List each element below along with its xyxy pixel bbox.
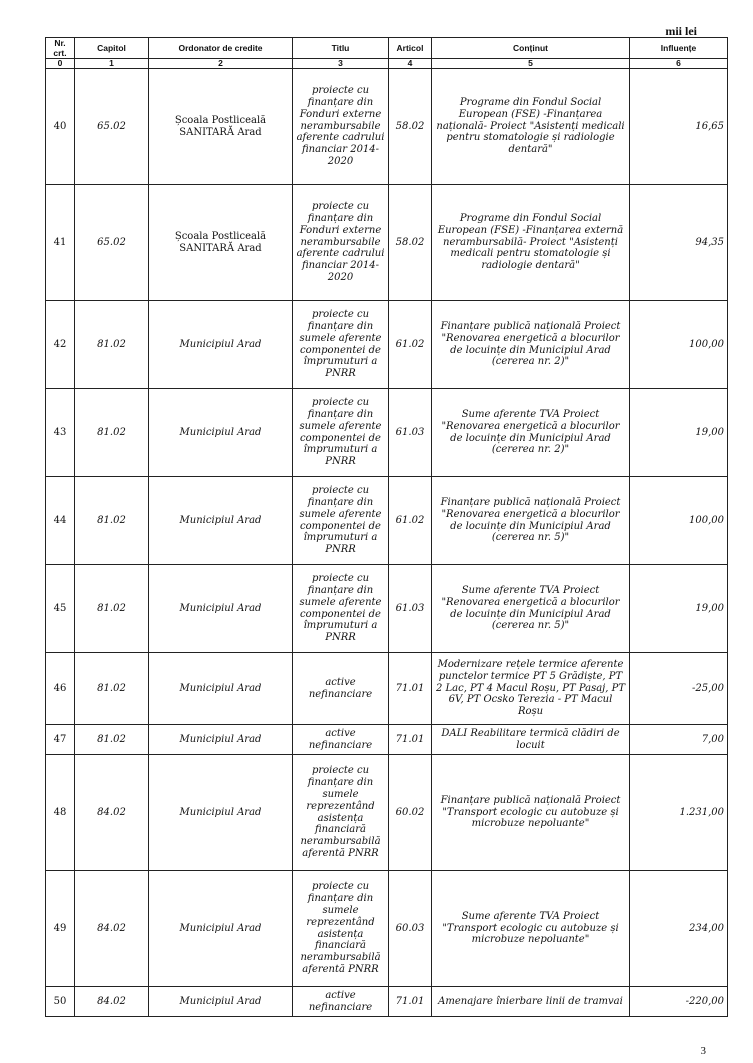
row-nr: 40 (46, 69, 75, 185)
row-articol: 60.02 (389, 755, 432, 871)
index-cell: 6 (630, 59, 728, 69)
header-influente: Influențe (630, 38, 728, 59)
row-capitol: 84.02 (75, 987, 149, 1017)
header-nr: Nr. crt. (46, 38, 75, 59)
index-row (46, 59, 728, 69)
row-influente: 100,00 (630, 301, 728, 389)
row-articol: 71.01 (389, 653, 432, 725)
row-articol: 58.02 (389, 69, 432, 185)
row-continut: Amenajare înierbare linii de tramvai (432, 987, 630, 1017)
row-continut: Sume aferente TVA Proiect "Transport ecologic cu autobuze și microbuze nepoluante" (432, 871, 630, 987)
row-influente: 100,00 (630, 477, 728, 565)
row-titlu: active nefinanciare (293, 987, 389, 1017)
index-cell: 1 (75, 59, 149, 69)
table-row (46, 755, 728, 871)
unit-label: mii lei (665, 24, 697, 38)
row-ordonator: Municipiul Arad (149, 565, 293, 653)
row-articol: 71.01 (389, 987, 432, 1017)
row-titlu: proiecte cu finanțare din sumele reprezentând asistența financiară nerambursabilă aferentă PNRR (293, 871, 389, 987)
table-row (46, 69, 728, 185)
row-capitol: 81.02 (75, 477, 149, 565)
row-continut: Finanțare publică națională Proiect "Renovarea energetică a blocurilor de locuințe din Municipiul Arad (cererea nr. 2)" (432, 301, 630, 389)
row-influente: -220,00 (630, 987, 728, 1017)
budget-table (45, 37, 728, 1017)
row-continut: Sume aferente TVA Proiect "Renovarea energetică a blocurilor de locuințe din Municipiul Arad (cererea nr. 2)" (432, 389, 630, 477)
row-titlu: proiecte cu finanțare din sumele aferente componentei de împrumuturi a PNRR (293, 565, 389, 653)
index-cell: 5 (432, 59, 630, 69)
row-continut: Finanțare publică națională Proiect "Transport ecologic cu autobuze și microbuze nepoluante" (432, 755, 630, 871)
row-nr: 47 (46, 725, 75, 755)
row-influente: 1.231,00 (630, 755, 728, 871)
header-articol: Articol (389, 38, 432, 59)
row-capitol: 65.02 (75, 69, 149, 185)
row-continut: Programe din Fondul Social European (FSE) -Finanțarea externă nerambursabilă- Proiect "Asistenți medicali pentru stomatologie și radiologie dentară" (432, 185, 630, 301)
row-nr: 44 (46, 477, 75, 565)
row-influente: 94,35 (630, 185, 728, 301)
row-ordonator: Municipiul Arad (149, 987, 293, 1017)
row-continut: Programe din Fondul Social European (FSE) -Finanțarea națională- Proiect "Asistenți medicali pentru stomatologie și radiologie dentară" (432, 69, 630, 185)
table-row (46, 389, 728, 477)
row-nr: 48 (46, 755, 75, 871)
row-ordonator: Municipiul Arad (149, 653, 293, 725)
header-capitol: Capitol (75, 38, 149, 59)
row-capitol: 84.02 (75, 755, 149, 871)
table-row (46, 653, 728, 725)
row-nr: 41 (46, 185, 75, 301)
row-nr: 46 (46, 653, 75, 725)
row-articol: 61.02 (389, 477, 432, 565)
row-articol: 60.03 (389, 871, 432, 987)
header-ordonator: Ordonator de credite (149, 38, 293, 59)
row-capitol: 81.02 (75, 653, 149, 725)
header-titlu: Titlu (293, 38, 389, 59)
row-influente: 16,65 (630, 69, 728, 185)
row-articol: 58.02 (389, 185, 432, 301)
row-nr: 49 (46, 871, 75, 987)
row-nr: 43 (46, 389, 75, 477)
row-continut: DALI Reabilitare termică clădiri de locuit (432, 725, 630, 755)
row-continut: Modernizare rețele termice aferente punctelor termice PT 5 Grădiște, PT 2 Lac, PT 4 Macul Roșu, PT Pasaj, PT 6V, PT Ocsko Terezia - PT Macul Roșu (432, 653, 630, 725)
row-nr: 50 (46, 987, 75, 1017)
row-ordonator: Municipiul Arad (149, 871, 293, 987)
row-titlu: active nefinanciare (293, 653, 389, 725)
row-influente: 234,00 (630, 871, 728, 987)
row-articol: 61.02 (389, 301, 432, 389)
table-row (46, 301, 728, 389)
row-titlu: proiecte cu finanțare din sumele aferente componentei de împrumuturi a PNRR (293, 477, 389, 565)
index-cell: 2 (149, 59, 293, 69)
row-titlu: active nefinanciare (293, 725, 389, 755)
row-capitol: 81.02 (75, 389, 149, 477)
index-cell: 3 (293, 59, 389, 69)
index-cell: 4 (389, 59, 432, 69)
table-row (46, 185, 728, 301)
row-capitol: 81.02 (75, 565, 149, 653)
row-ordonator: Municipiul Arad (149, 725, 293, 755)
row-capitol: 84.02 (75, 871, 149, 987)
row-ordonator: Municipiul Arad (149, 755, 293, 871)
row-articol: 71.01 (389, 725, 432, 755)
row-influente: 7,00 (630, 725, 728, 755)
row-capitol: 65.02 (75, 185, 149, 301)
header-continut: Conținut (432, 38, 630, 59)
row-ordonator: Municipiul Arad (149, 477, 293, 565)
row-nr: 42 (46, 301, 75, 389)
row-titlu: proiecte cu finanțare din sumele aferente componentei de împrumuturi a PNRR (293, 301, 389, 389)
row-influente: 19,00 (630, 565, 728, 653)
row-articol: 61.03 (389, 565, 432, 653)
row-continut: Finanțare publică națională Proiect "Renovarea energetică a blocurilor de locuințe din Municipiul Arad (cererea nr. 5)" (432, 477, 630, 565)
row-capitol: 81.02 (75, 725, 149, 755)
table-row (46, 725, 728, 755)
table-row (46, 987, 728, 1017)
row-capitol: 81.02 (75, 301, 149, 389)
row-continut: Sume aferente TVA Proiect "Renovarea energetică a blocurilor de locuințe din Municipiul Arad (cererea nr. 5)" (432, 565, 630, 653)
row-titlu: proiecte cu finanțare din Fonduri externe nerambursabile aferente cadrului financiar 2014-2020 (293, 69, 389, 185)
table-row (46, 477, 728, 565)
header-row (46, 38, 728, 59)
row-ordonator: Municipiul Arad (149, 389, 293, 477)
row-ordonator: Școala Postliceală SANITARĂ Arad (149, 185, 293, 301)
row-titlu: proiecte cu finanțare din sumele aferente componentei de împrumuturi a PNRR (293, 389, 389, 477)
table-row (46, 565, 728, 653)
row-titlu: proiecte cu finanțare din sumele reprezentând asistența financiară nerambursabilă aferentă PNRR (293, 755, 389, 871)
index-cell: 0 (46, 59, 75, 69)
row-influente: -25,00 (630, 653, 728, 725)
row-titlu: proiecte cu finanțare din Fonduri externe nerambursabile aferente cadrului financiar 2014-2020 (293, 185, 389, 301)
row-nr: 45 (46, 565, 75, 653)
row-ordonator: Municipiul Arad (149, 301, 293, 389)
row-influente: 19,00 (630, 389, 728, 477)
table-row (46, 871, 728, 987)
row-articol: 61.03 (389, 389, 432, 477)
row-ordonator: Școala Postliceală SANITARĂ Arad (149, 69, 293, 185)
page-number: 3 (700, 1045, 706, 1057)
